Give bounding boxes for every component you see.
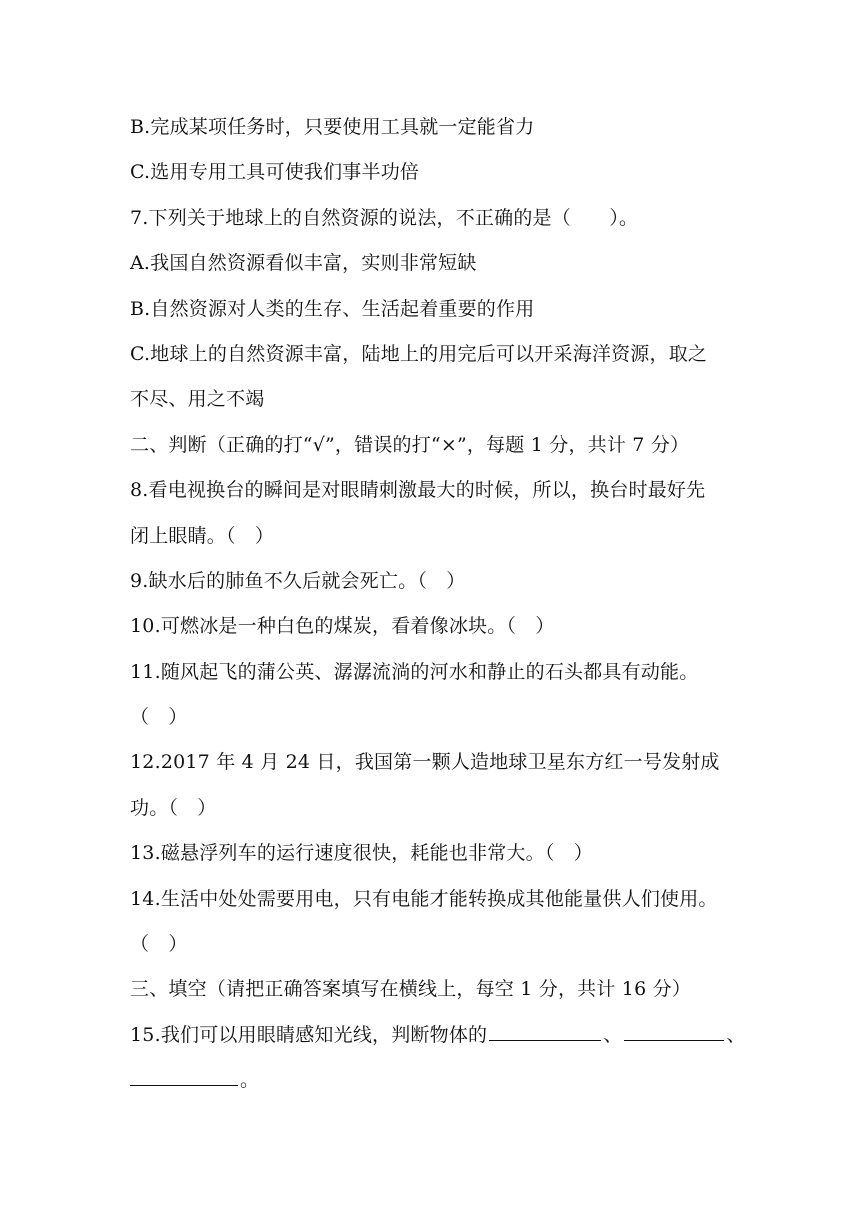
separator: 、: [726, 1023, 746, 1046]
separator: 、: [603, 1023, 623, 1046]
question-15-continued: [130, 1061, 734, 1106]
question-10: 10.可燃冰是一种白色的煤炭，看着像冰块。（ ）: [130, 615, 555, 638]
question-11-answer: （ ）: [130, 706, 188, 729]
end-mark: 。: [240, 1069, 260, 1092]
question-15: [130, 1016, 746, 1061]
section-3-heading: 三、填空（请把正确答案填写在横线上，每空 1 分，共计 16 分）: [130, 978, 692, 1001]
question-11: 11.随风起飞的蒲公英、潺潺流淌的河水和静止的石头都具有动能。: [130, 660, 699, 683]
option-7b: B.自然资源对人类的生存、生活起着重要的作用: [130, 297, 535, 320]
question-8: 8.看电视换台的瞬间是对眼睛刺激最大的时候，所以，换台时最好先: [130, 479, 706, 502]
option-7c: C.地球上的自然资源丰富，陆地上的用完后可以开采海洋资源，取之: [130, 342, 708, 365]
fill-blank-1[interactable]: [489, 1016, 601, 1041]
question-7: 7.下列关于地球上的自然资源的说法，不正确的是（ ）。: [130, 206, 639, 229]
fill-blank-2[interactable]: [624, 1016, 724, 1041]
option-6b: B.完成某项任务时，只要使用工具就一定能省力: [130, 116, 535, 138]
question-13: 13.磁悬浮列车的运行速度很快，耗能也非常大。（ ）: [130, 842, 593, 865]
question-8-continued: 闭上眼睛。（ ）: [130, 524, 275, 547]
option-7c-continued: 不尽、用之不竭: [130, 388, 265, 411]
section-2-heading: 二、判断（正确的打“√”，错误的打“×”，每题 1 分，共计 7 分）: [130, 433, 690, 456]
option-7a: A.我国自然资源看似丰富，实则非常短缺: [130, 252, 477, 275]
option-6c: C.选用专用工具可使我们事半功倍: [130, 161, 420, 184]
question-14-answer: （ ）: [130, 933, 188, 956]
question-9: 9.缺水后的肺鱼不久后就会死亡。（ ）: [130, 569, 466, 592]
question-14: 14.生活中处处需要用电，只有电能才能转换成其他能量供人们使用。: [130, 887, 718, 910]
question-12: 12.2017 年 4 月 24 日，我国第一颗人造地球卫星东方红一号发射成: [130, 751, 720, 774]
document-content: [130, 108, 746, 1107]
question-15-text: 15.我们可以用眼睛感知光线，判断物体的: [130, 1023, 488, 1046]
fill-blank-3[interactable]: [130, 1061, 238, 1086]
question-12-continued: 功。（ ）: [130, 796, 217, 819]
